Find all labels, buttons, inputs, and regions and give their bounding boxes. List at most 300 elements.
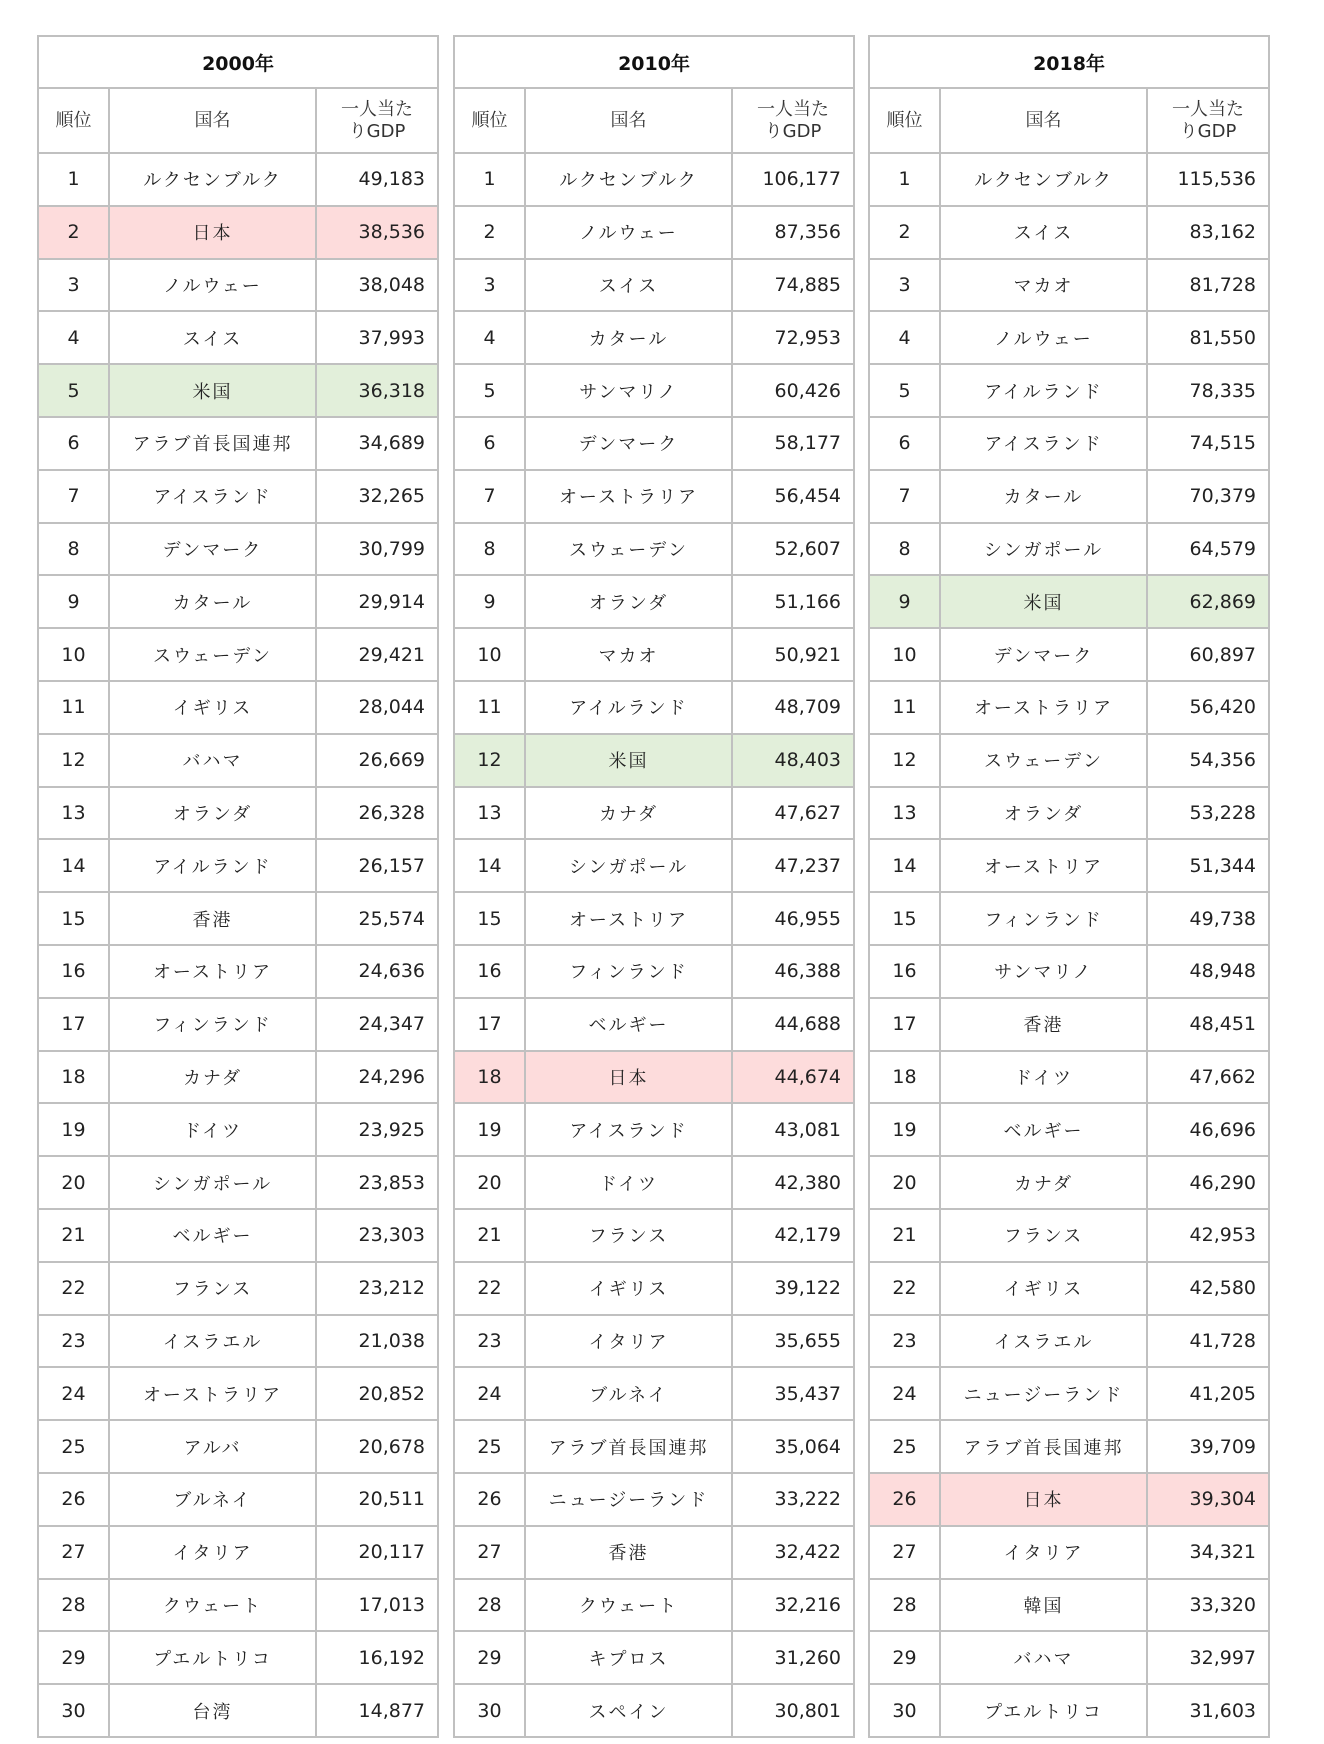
gdp-cell: 42,179	[732, 1209, 854, 1262]
rank-cell: 26	[38, 1473, 109, 1526]
table-row	[869, 1209, 1269, 1262]
country-cell: 韓国	[940, 1579, 1147, 1632]
rank-cell: 18	[38, 1051, 109, 1104]
gdp-cell: 20,117	[316, 1526, 438, 1579]
gdp-cell: 42,380	[732, 1156, 854, 1209]
country-cell: オランダ	[109, 787, 316, 840]
rank-cell: 6	[454, 417, 525, 470]
country-cell: イギリス	[525, 1262, 732, 1315]
table-row	[454, 787, 854, 840]
header-country: 国名	[525, 88, 732, 153]
table-row	[38, 364, 438, 417]
country-cell: オーストリア	[109, 945, 316, 998]
gdp-table-2010	[453, 35, 855, 1738]
gdp-cell: 70,379	[1147, 470, 1269, 523]
table-row	[38, 1103, 438, 1156]
gdp-cell: 60,426	[732, 364, 854, 417]
table-row	[38, 787, 438, 840]
country-cell: アラブ首長国連邦	[940, 1420, 1147, 1473]
country-cell: アイスランド	[525, 1103, 732, 1156]
gdp-cell: 23,853	[316, 1156, 438, 1209]
gdp-cell: 74,515	[1147, 417, 1269, 470]
rank-cell: 25	[38, 1420, 109, 1473]
table-row	[38, 1209, 438, 1262]
rank-cell: 29	[869, 1631, 940, 1684]
table-row	[38, 1473, 438, 1526]
rank-cell: 7	[454, 470, 525, 523]
table-row	[38, 153, 438, 206]
rank-cell: 23	[38, 1315, 109, 1368]
country-cell: カナダ	[525, 787, 732, 840]
table-title-row	[38, 36, 438, 88]
country-cell: 米国	[525, 734, 732, 787]
table-row	[454, 364, 854, 417]
rank-cell: 17	[869, 998, 940, 1051]
country-cell: ブルネイ	[525, 1367, 732, 1420]
country-cell: アラブ首長国連邦	[109, 417, 316, 470]
country-cell: サンマリノ	[525, 364, 732, 417]
table-row	[869, 259, 1269, 312]
gdp-cell: 48,403	[732, 734, 854, 787]
header-gdp-line2: りGDP	[1179, 120, 1237, 142]
header-rank: 順位	[38, 88, 109, 153]
rank-cell: 3	[869, 259, 940, 312]
country-cell: フィンランド	[525, 945, 732, 998]
gdp-cell: 35,655	[732, 1315, 854, 1368]
country-cell: スイス	[525, 259, 732, 312]
country-cell: アイルランド	[940, 364, 1147, 417]
gdp-cell: 34,689	[316, 417, 438, 470]
table-row	[38, 1684, 438, 1737]
gdp-cell: 51,344	[1147, 839, 1269, 892]
table-row	[454, 470, 854, 523]
country-cell: イタリア	[940, 1526, 1147, 1579]
gdp-cell: 53,228	[1147, 787, 1269, 840]
rank-cell: 23	[869, 1315, 940, 1368]
table-row	[869, 575, 1269, 628]
gdp-cell: 33,222	[732, 1473, 854, 1526]
country-cell: オランダ	[525, 575, 732, 628]
rank-cell: 24	[38, 1367, 109, 1420]
gdp-cell: 30,801	[732, 1684, 854, 1737]
gdp-cell: 20,678	[316, 1420, 438, 1473]
table-row	[869, 1526, 1269, 1579]
table-row	[869, 945, 1269, 998]
gdp-cell: 37,993	[316, 311, 438, 364]
country-cell: デンマーク	[109, 523, 316, 576]
gdp-cell: 30,799	[316, 523, 438, 576]
table-row	[38, 575, 438, 628]
rank-cell: 13	[38, 787, 109, 840]
country-cell: オーストリア	[525, 892, 732, 945]
rank-cell: 19	[869, 1103, 940, 1156]
country-cell: ブルネイ	[109, 1473, 316, 1526]
gdp-cell: 60,897	[1147, 628, 1269, 681]
rank-cell: 1	[454, 153, 525, 206]
rank-cell: 15	[38, 892, 109, 945]
country-cell: アイスランド	[109, 470, 316, 523]
gdp-cell: 25,574	[316, 892, 438, 945]
country-cell: デンマーク	[940, 628, 1147, 681]
table-row	[869, 1051, 1269, 1104]
rank-cell: 29	[38, 1631, 109, 1684]
rank-cell: 25	[454, 1420, 525, 1473]
country-cell: 日本	[109, 206, 316, 259]
gdp-cell: 28,044	[316, 681, 438, 734]
rank-cell: 8	[454, 523, 525, 576]
country-cell: マカオ	[940, 259, 1147, 312]
country-cell: カタール	[109, 575, 316, 628]
country-cell: オーストラリア	[940, 681, 1147, 734]
rank-cell: 14	[869, 839, 940, 892]
gdp-cell: 47,662	[1147, 1051, 1269, 1104]
country-cell: カナダ	[940, 1156, 1147, 1209]
rank-cell: 8	[869, 523, 940, 576]
country-cell: フランス	[525, 1209, 732, 1262]
header-gdp-line1: 一人当た	[1172, 98, 1244, 120]
table-row	[454, 1315, 854, 1368]
rank-cell: 20	[38, 1156, 109, 1209]
header-gdp-line2: りGDP	[348, 120, 406, 142]
table-row	[869, 1684, 1269, 1737]
country-cell: アイルランド	[525, 681, 732, 734]
table-row	[38, 311, 438, 364]
table-row	[454, 1684, 854, 1737]
gdp-cell: 46,388	[732, 945, 854, 998]
rank-cell: 24	[454, 1367, 525, 1420]
table-row	[454, 1473, 854, 1526]
rank-cell: 24	[869, 1367, 940, 1420]
table-row	[38, 1262, 438, 1315]
rank-cell: 19	[38, 1103, 109, 1156]
country-cell: プエルトリコ	[940, 1684, 1147, 1737]
table-row	[869, 1420, 1269, 1473]
rank-cell: 17	[454, 998, 525, 1051]
rank-cell: 30	[869, 1684, 940, 1737]
header-gdp-line1: 一人当た	[757, 98, 829, 120]
table-title: 2018年	[869, 36, 1269, 88]
country-cell: イタリア	[525, 1315, 732, 1368]
header-rank: 順位	[869, 88, 940, 153]
gdp-cell: 46,290	[1147, 1156, 1269, 1209]
gdp-cell: 36,318	[316, 364, 438, 417]
rank-cell: 15	[454, 892, 525, 945]
table-row	[869, 364, 1269, 417]
gdp-cell: 52,607	[732, 523, 854, 576]
table-title: 2000年	[38, 36, 438, 88]
header-rank: 順位	[454, 88, 525, 153]
country-cell: キプロス	[525, 1631, 732, 1684]
table-row	[454, 259, 854, 312]
rank-cell: 11	[454, 681, 525, 734]
gdp-cell: 26,669	[316, 734, 438, 787]
table-title: 2010年	[454, 36, 854, 88]
country-cell: マカオ	[525, 628, 732, 681]
table-row	[454, 206, 854, 259]
rank-cell: 30	[38, 1684, 109, 1737]
gdp-cell: 21,038	[316, 1315, 438, 1368]
gdp-cell: 48,709	[732, 681, 854, 734]
table-row	[454, 998, 854, 1051]
country-cell: 日本	[940, 1473, 1147, 1526]
table-row	[869, 892, 1269, 945]
rank-cell: 9	[38, 575, 109, 628]
header-gdp-per-capita	[732, 88, 854, 153]
rank-cell: 21	[869, 1209, 940, 1262]
table-row	[869, 1631, 1269, 1684]
gdp-cell: 47,237	[732, 839, 854, 892]
gdp-cell: 74,885	[732, 259, 854, 312]
gdp-cell: 39,304	[1147, 1473, 1269, 1526]
country-cell: イスラエル	[940, 1315, 1147, 1368]
country-cell: イギリス	[109, 681, 316, 734]
gdp-cell: 56,454	[732, 470, 854, 523]
table-row	[454, 839, 854, 892]
rank-cell: 4	[38, 311, 109, 364]
rank-cell: 12	[38, 734, 109, 787]
country-cell: オランダ	[940, 787, 1147, 840]
rank-cell: 6	[38, 417, 109, 470]
country-cell: スウェーデン	[940, 734, 1147, 787]
country-cell: ドイツ	[525, 1156, 732, 1209]
table-row	[38, 998, 438, 1051]
header-gdp-line2: りGDP	[764, 120, 822, 142]
table-row	[454, 1420, 854, 1473]
gdp-cell: 62,869	[1147, 575, 1269, 628]
gdp-cell: 32,265	[316, 470, 438, 523]
table-row	[38, 206, 438, 259]
country-cell: アルバ	[109, 1420, 316, 1473]
table-row	[38, 1051, 438, 1104]
table-row	[869, 681, 1269, 734]
rank-cell: 10	[38, 628, 109, 681]
gdp-cell: 38,536	[316, 206, 438, 259]
gdp-cell: 29,914	[316, 575, 438, 628]
country-cell: シンガポール	[525, 839, 732, 892]
country-cell: スペイン	[525, 1684, 732, 1737]
rank-cell: 30	[454, 1684, 525, 1737]
table-row	[454, 892, 854, 945]
rank-cell: 18	[869, 1051, 940, 1104]
gdp-cell: 48,948	[1147, 945, 1269, 998]
gdp-cell: 115,536	[1147, 153, 1269, 206]
table-row	[38, 259, 438, 312]
country-cell: サンマリノ	[940, 945, 1147, 998]
rank-cell: 28	[454, 1579, 525, 1632]
gdp-cell: 33,320	[1147, 1579, 1269, 1632]
table-row	[869, 734, 1269, 787]
country-cell: カナダ	[109, 1051, 316, 1104]
table-row	[454, 523, 854, 576]
country-cell: シンガポール	[940, 523, 1147, 576]
country-cell: カタール	[940, 470, 1147, 523]
country-cell: オーストリア	[940, 839, 1147, 892]
gdp-cell: 35,437	[732, 1367, 854, 1420]
table-row	[869, 787, 1269, 840]
header-country: 国名	[940, 88, 1147, 153]
table-row	[869, 311, 1269, 364]
country-cell: アイスランド	[940, 417, 1147, 470]
country-cell: ベルギー	[109, 1209, 316, 1262]
table-row	[454, 1367, 854, 1420]
rank-cell: 27	[869, 1526, 940, 1579]
rank-cell: 21	[454, 1209, 525, 1262]
table-row	[869, 153, 1269, 206]
table-row	[869, 523, 1269, 576]
country-cell: スイス	[109, 311, 316, 364]
country-cell: クウェート	[525, 1579, 732, 1632]
rank-cell: 2	[38, 206, 109, 259]
rank-cell: 5	[454, 364, 525, 417]
country-cell: ニュージーランド	[940, 1367, 1147, 1420]
country-cell: ベルギー	[525, 998, 732, 1051]
table-row	[869, 1367, 1269, 1420]
rank-cell: 14	[38, 839, 109, 892]
rank-cell: 1	[869, 153, 940, 206]
table-row	[454, 1103, 854, 1156]
gdp-cell: 31,260	[732, 1631, 854, 1684]
table-row	[454, 1526, 854, 1579]
rank-cell: 16	[869, 945, 940, 998]
table-row	[869, 1262, 1269, 1315]
country-cell: ルクセンブルク	[109, 153, 316, 206]
table-row	[38, 1156, 438, 1209]
country-cell: スウェーデン	[525, 523, 732, 576]
gdp-cell: 17,013	[316, 1579, 438, 1632]
gdp-cell: 42,580	[1147, 1262, 1269, 1315]
table-header-row	[869, 88, 1269, 153]
rank-cell: 4	[454, 311, 525, 364]
country-cell: 米国	[109, 364, 316, 417]
table-title-row	[869, 36, 1269, 88]
gdp-table-2000	[37, 35, 439, 1738]
gdp-cell: 39,122	[732, 1262, 854, 1315]
country-cell: フィンランド	[940, 892, 1147, 945]
rank-cell: 5	[38, 364, 109, 417]
rank-cell: 29	[454, 1631, 525, 1684]
table-row	[454, 628, 854, 681]
table-row	[454, 1262, 854, 1315]
rank-cell: 3	[38, 259, 109, 312]
table-row	[38, 1315, 438, 1368]
table-row	[38, 1526, 438, 1579]
rank-cell: 20	[454, 1156, 525, 1209]
country-cell: アラブ首長国連邦	[525, 1420, 732, 1473]
rank-cell: 1	[38, 153, 109, 206]
table-row	[454, 945, 854, 998]
country-cell: クウェート	[109, 1579, 316, 1632]
table-row	[38, 628, 438, 681]
table-row	[454, 1579, 854, 1632]
country-cell: ノルウェー	[940, 311, 1147, 364]
table-row	[38, 470, 438, 523]
table-row	[454, 681, 854, 734]
gdp-cell: 20,852	[316, 1367, 438, 1420]
gdp-cell: 83,162	[1147, 206, 1269, 259]
country-cell: 香港	[109, 892, 316, 945]
rank-cell: 18	[454, 1051, 525, 1104]
rank-cell: 10	[869, 628, 940, 681]
table-row	[38, 681, 438, 734]
rank-cell: 9	[454, 575, 525, 628]
gdp-cell: 87,356	[732, 206, 854, 259]
country-cell: フランス	[940, 1209, 1147, 1262]
table-row	[869, 1579, 1269, 1632]
gdp-cell: 46,696	[1147, 1103, 1269, 1156]
gdp-cell: 20,511	[316, 1473, 438, 1526]
gdp-cell: 34,321	[1147, 1526, 1269, 1579]
rank-cell: 12	[869, 734, 940, 787]
gdp-cell: 47,627	[732, 787, 854, 840]
table-row	[869, 1156, 1269, 1209]
table-header-row	[38, 88, 438, 153]
rank-cell: 4	[869, 311, 940, 364]
country-cell: ニュージーランド	[525, 1473, 732, 1526]
country-cell: スウェーデン	[109, 628, 316, 681]
gdp-cell: 32,216	[732, 1579, 854, 1632]
rank-cell: 25	[869, 1420, 940, 1473]
country-cell: ルクセンブルク	[940, 153, 1147, 206]
table-row	[869, 206, 1269, 259]
table-row	[869, 839, 1269, 892]
table-row	[38, 892, 438, 945]
header-country: 国名	[109, 88, 316, 153]
rank-cell: 13	[869, 787, 940, 840]
country-cell: ルクセンブルク	[525, 153, 732, 206]
table-row	[38, 523, 438, 576]
table-row	[38, 839, 438, 892]
table-row	[869, 1315, 1269, 1368]
gdp-cell: 50,921	[732, 628, 854, 681]
gdp-cell: 14,877	[316, 1684, 438, 1737]
header-gdp-line1: 一人当た	[341, 98, 413, 120]
rank-cell: 6	[869, 417, 940, 470]
country-cell: ノルウェー	[525, 206, 732, 259]
rank-cell: 27	[454, 1526, 525, 1579]
rank-cell: 7	[869, 470, 940, 523]
rank-cell: 11	[869, 681, 940, 734]
table-row	[869, 1473, 1269, 1526]
table-row	[454, 575, 854, 628]
rank-cell: 15	[869, 892, 940, 945]
gdp-cell: 64,579	[1147, 523, 1269, 576]
table-row	[38, 734, 438, 787]
table-row	[38, 1367, 438, 1420]
gdp-cell: 23,925	[316, 1103, 438, 1156]
rank-cell: 23	[454, 1315, 525, 1368]
country-cell: オーストラリア	[109, 1367, 316, 1420]
rank-cell: 8	[38, 523, 109, 576]
table-row	[454, 153, 854, 206]
table-row	[869, 628, 1269, 681]
country-cell: ドイツ	[109, 1103, 316, 1156]
rank-cell: 13	[454, 787, 525, 840]
country-cell: 台湾	[109, 1684, 316, 1737]
gdp-cell: 23,303	[316, 1209, 438, 1262]
gdp-cell: 31,603	[1147, 1684, 1269, 1737]
rank-cell: 5	[869, 364, 940, 417]
table-row	[454, 734, 854, 787]
gdp-cell: 48,451	[1147, 998, 1269, 1051]
rank-cell: 16	[38, 945, 109, 998]
country-cell: ノルウェー	[109, 259, 316, 312]
rank-cell: 11	[38, 681, 109, 734]
rank-cell: 26	[454, 1473, 525, 1526]
rank-cell: 3	[454, 259, 525, 312]
country-cell: プエルトリコ	[109, 1631, 316, 1684]
table-header-row	[454, 88, 854, 153]
rank-cell: 22	[454, 1262, 525, 1315]
